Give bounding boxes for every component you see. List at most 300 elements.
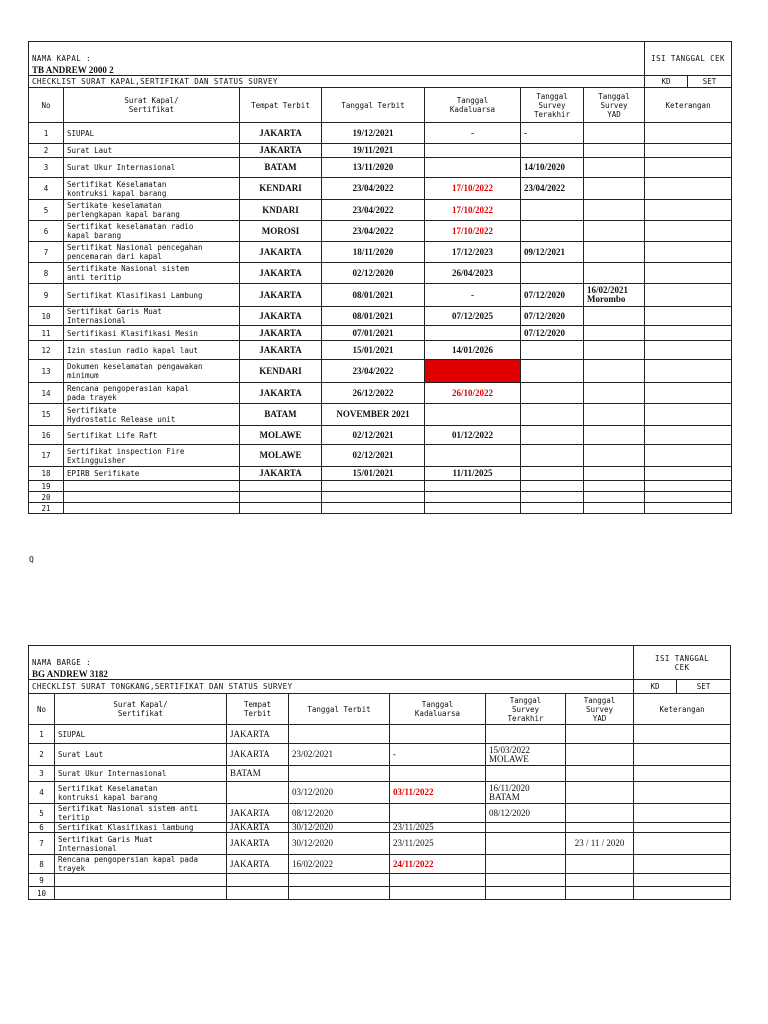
last-survey-date	[486, 725, 566, 744]
certificate-name	[55, 874, 227, 887]
issue-place: JAKARTA	[240, 467, 322, 481]
row-number: 15	[29, 404, 64, 426]
issue-date: 16/02/2022	[289, 855, 390, 874]
remarks	[645, 242, 732, 263]
next-survey-date	[566, 855, 634, 874]
expiry-date	[425, 326, 521, 341]
row-number: 8	[29, 855, 55, 874]
expiry-date: 23/11/2025	[390, 833, 486, 855]
issue-place: JAKARTA	[240, 144, 322, 158]
next-survey-date	[584, 242, 645, 263]
last-survey-date	[521, 383, 584, 404]
table-row	[29, 178, 732, 200]
issue-place: KENDARI	[240, 360, 322, 383]
issue-date	[322, 492, 425, 503]
issue-place: JAKARTA	[240, 263, 322, 284]
remarks	[645, 200, 732, 221]
last-survey-date	[521, 492, 584, 503]
issue-place: MOLAWE	[240, 426, 322, 445]
remarks	[634, 782, 731, 804]
row-number: 16	[29, 426, 64, 445]
row-number: 7	[29, 833, 55, 855]
issue-date: 03/12/2020	[289, 782, 390, 804]
check-date-header: ISI TANGGAL CEK	[645, 42, 732, 76]
table-row	[29, 360, 732, 383]
table-row	[29, 833, 731, 855]
row-number: 1	[29, 123, 64, 144]
row-number: 10	[29, 887, 55, 900]
next-survey-date	[584, 404, 645, 426]
checklist-title: CHECKLIST SURAT TONGKANG,SERTIFIKAT DAN STATUS SURVEY	[29, 680, 634, 694]
certificate-name: Sertifikate Nasional sistem anti teritip	[64, 263, 240, 284]
certificate-name: Sertifikat Klasifikasi Lambung	[64, 284, 240, 307]
issue-date: 30/12/2020	[289, 833, 390, 855]
row-number: 14	[29, 383, 64, 404]
last-survey-date: 16/11/2020 BATAM	[486, 782, 566, 804]
set-header: SET	[677, 680, 731, 694]
certificate-name: Surat Ukur Internasional	[55, 766, 227, 782]
row-number: 8	[29, 263, 64, 284]
issue-place	[240, 503, 322, 514]
table-row	[29, 123, 732, 144]
table-row	[29, 804, 731, 823]
ship-name-value: TB ANDREW 2000 2	[32, 65, 114, 75]
remarks	[634, 874, 731, 887]
issue-date	[289, 874, 390, 887]
issue-place	[227, 887, 289, 900]
issue-date	[322, 481, 425, 492]
remarks	[645, 123, 732, 144]
certificate-name: Sertifikat Nasional pencegahan pencemaran dari kapal	[64, 242, 240, 263]
expiry-date	[390, 887, 486, 900]
ship-name-cell	[29, 42, 645, 76]
barge-checklist-table	[28, 645, 731, 900]
row-number: 2	[29, 744, 55, 766]
next-survey-date: 16/02/2021 Morombo	[584, 284, 645, 307]
expiry-date: 17/10/2022	[425, 221, 521, 242]
remarks	[634, 766, 731, 782]
issue-place	[240, 492, 322, 503]
issue-date: 15/01/2021	[322, 341, 425, 360]
next-survey-date	[584, 360, 645, 383]
issue-place: JAKARTA	[240, 284, 322, 307]
expiry-date	[425, 445, 521, 467]
next-survey-date	[566, 744, 634, 766]
remarks	[645, 492, 732, 503]
issue-date	[289, 766, 390, 782]
remarks	[634, 823, 731, 833]
expiry-date: 17/10/2022	[425, 360, 521, 383]
issue-place: JAKARTA	[227, 855, 289, 874]
issue-place: MOROSI	[240, 221, 322, 242]
next-survey-date	[584, 426, 645, 445]
last-survey-date	[521, 144, 584, 158]
table-row	[29, 326, 732, 341]
certificate-name: Sertifikat Nasional sistem anti teritip	[55, 804, 227, 823]
check-date-header: ISI TANGGAL CEK	[634, 646, 731, 680]
last-survey-date	[521, 445, 584, 467]
row-number: 4	[29, 178, 64, 200]
expiry-date: 11/11/2025	[425, 467, 521, 481]
table-row	[29, 341, 732, 360]
col-next-survey-header: Tanggal Survey YAD	[584, 88, 645, 123]
remarks	[645, 341, 732, 360]
row-number: 10	[29, 307, 64, 326]
issue-date: 08/01/2021	[322, 284, 425, 307]
certificate-name	[64, 481, 240, 492]
certificate-name: Sertifikat inspection Fire Extingguisher	[64, 445, 240, 467]
last-survey-date	[486, 833, 566, 855]
certificate-name: SIUPAL	[64, 123, 240, 144]
issue-date: 15/01/2021	[322, 467, 425, 481]
remarks	[645, 383, 732, 404]
certificate-name: Sertifikate Hydrostatic Release unit	[64, 404, 240, 426]
table-row	[29, 503, 732, 514]
issue-place: JAKARTA	[240, 123, 322, 144]
last-survey-date	[486, 855, 566, 874]
next-survey-date	[566, 874, 634, 887]
remarks	[634, 744, 731, 766]
last-survey-date	[521, 481, 584, 492]
expiry-date	[390, 804, 486, 823]
row-number: 18	[29, 467, 64, 481]
issue-date: 02/12/2021	[322, 445, 425, 467]
next-survey-date	[584, 307, 645, 326]
certificate-name: Rencana pengopersian kapal pada trayek	[55, 855, 227, 874]
last-survey-date: 23/04/2022	[521, 178, 584, 200]
next-survey-date	[566, 804, 634, 823]
table-row	[29, 725, 731, 744]
issue-date: 23/04/2022	[322, 178, 425, 200]
issue-date	[322, 503, 425, 514]
barge-name-label: NAMA BARGE :	[32, 658, 91, 667]
issue-place: JAKARTA	[240, 242, 322, 263]
issue-place: JAKARTA	[240, 326, 322, 341]
expiry-date: 24/11/2022	[390, 855, 486, 874]
remarks	[645, 467, 732, 481]
next-survey-date	[584, 326, 645, 341]
last-survey-date	[486, 874, 566, 887]
certificate-name: Sertikate keselamatan perlengkapan kapal barang	[64, 200, 240, 221]
table-row	[29, 263, 732, 284]
certificate-name: Surat Laut	[55, 744, 227, 766]
table-row	[29, 383, 732, 404]
expiry-date	[425, 481, 521, 492]
issue-place: JAKARTA	[240, 307, 322, 326]
next-survey-date	[566, 823, 634, 833]
col-place-header: Tempat Terbit	[227, 694, 289, 725]
last-survey-date: 07/12/2020	[521, 307, 584, 326]
issue-place: JAKARTA	[227, 833, 289, 855]
remarks	[634, 804, 731, 823]
row-number: 6	[29, 823, 55, 833]
last-survey-date	[486, 766, 566, 782]
last-survey-date: -	[521, 123, 584, 144]
certificate-name: Sertifikasi Klasifikasi Mesin	[64, 326, 240, 341]
remarks	[634, 725, 731, 744]
next-survey-date	[584, 383, 645, 404]
row-number: 5	[29, 200, 64, 221]
expiry-date: 17/12/2023	[425, 242, 521, 263]
col-remarks-header: Keterangan	[645, 88, 732, 123]
row-number: 21	[29, 503, 64, 514]
row-number: 2	[29, 144, 64, 158]
col-next-survey-header: Tanggal Survey YAD	[566, 694, 634, 725]
col-expiry-header: Tanggal Kadaluarsa	[390, 694, 486, 725]
row-number: 6	[29, 221, 64, 242]
issue-date: 02/12/2020	[322, 263, 425, 284]
last-survey-date	[521, 404, 584, 426]
expiry-date: 07/12/2025	[425, 307, 521, 326]
issue-date: 23/02/2021	[289, 744, 390, 766]
issue-place: JAKARTA	[240, 383, 322, 404]
col-no-header: No	[29, 694, 55, 725]
remarks	[634, 833, 731, 855]
remarks	[645, 503, 732, 514]
row-number: 9	[29, 874, 55, 887]
remarks	[645, 307, 732, 326]
expiry-date	[425, 492, 521, 503]
issue-date: 30/12/2020	[289, 823, 390, 833]
row-number: 11	[29, 326, 64, 341]
issue-place: JAKARTA	[227, 823, 289, 833]
next-survey-date	[566, 782, 634, 804]
col-no-header: No	[29, 88, 64, 123]
table-row	[29, 404, 732, 426]
table-row	[29, 144, 732, 158]
issue-place	[227, 874, 289, 887]
last-survey-date	[521, 263, 584, 284]
table-row	[29, 426, 732, 445]
issue-place: BATAM	[227, 766, 289, 782]
next-survey-date	[584, 144, 645, 158]
col-last-survey-header: Tanggal Survey Terakhir	[486, 694, 566, 725]
ship-name-label: NAMA KAPAL :	[32, 54, 91, 63]
expiry-date	[425, 144, 521, 158]
expiry-date	[390, 874, 486, 887]
last-survey-date	[486, 823, 566, 833]
last-survey-date	[486, 887, 566, 900]
certificate-name: SIUPAL	[55, 725, 227, 744]
next-survey-date	[566, 725, 634, 744]
next-survey-date	[584, 492, 645, 503]
table-row	[29, 492, 732, 503]
next-survey-date	[584, 221, 645, 242]
row-number: 20	[29, 492, 64, 503]
row-number: 13	[29, 360, 64, 383]
kd-header: KD	[634, 680, 677, 694]
expiry-date: 01/12/2022	[425, 426, 521, 445]
table-row	[29, 221, 732, 242]
remarks	[645, 221, 732, 242]
table-row	[29, 887, 731, 900]
remarks	[645, 360, 732, 383]
certificate-name	[55, 887, 227, 900]
certificate-name: Izin stasiun radio kapal laut	[64, 341, 240, 360]
next-survey-date	[584, 200, 645, 221]
remarks	[645, 426, 732, 445]
certificate-name: Sertifikat Keselamatan kontruksi kapal barang	[64, 178, 240, 200]
issue-place: MOLAWE	[240, 445, 322, 467]
row-number: 7	[29, 242, 64, 263]
col-certificate-header: Surat Kapal/ Sertifikat	[55, 694, 227, 725]
expiry-date: 17/10/2022	[425, 200, 521, 221]
q-mark: Q	[29, 555, 34, 564]
barge-name-value: BG ANDREW 3182	[32, 669, 108, 679]
certificate-name: Sertifikat Garis Muat Internasional	[55, 833, 227, 855]
certificate-name: Surat Laut	[64, 144, 240, 158]
issue-date: NOVEMBER 2021	[322, 404, 425, 426]
issue-date: 18/11/2020	[322, 242, 425, 263]
issue-place: JAKARTA	[227, 804, 289, 823]
next-survey-date	[584, 341, 645, 360]
row-number: 17	[29, 445, 64, 467]
table-row	[29, 284, 732, 307]
certificate-name: Rencana pengoperasian kapal pada trayek	[64, 383, 240, 404]
next-survey-date	[566, 887, 634, 900]
certificate-name: Surat Ukur Internasional	[64, 158, 240, 178]
col-place-header: Tempat Terbit	[240, 88, 322, 123]
certificate-name: Dokumen keselamatan pengawakan minimum	[64, 360, 240, 383]
issue-date: 19/11/2021	[322, 144, 425, 158]
row-number: 3	[29, 158, 64, 178]
last-survey-date: 07/12/2020	[521, 326, 584, 341]
last-survey-date: 09/12/2021	[521, 242, 584, 263]
issue-place: KNDARI	[240, 200, 322, 221]
last-survey-date: 07/12/2020	[521, 284, 584, 307]
table-row	[29, 481, 732, 492]
table-row	[29, 766, 731, 782]
issue-place: JAKARTA	[227, 725, 289, 744]
issue-date: 23/04/2022	[322, 360, 425, 383]
next-survey-date	[584, 263, 645, 284]
last-survey-date	[521, 200, 584, 221]
next-survey-date	[584, 467, 645, 481]
remarks	[645, 158, 732, 178]
certificate-name: Sertifikat Keselamatan kontruksi kapal barang	[55, 782, 227, 804]
certificate-name: Sertifikat keselamatan radio kapal barang	[64, 221, 240, 242]
expiry-date: 03/11/2022	[390, 782, 486, 804]
row-number: 19	[29, 481, 64, 492]
last-survey-date: 14/10/2020	[521, 158, 584, 178]
expiry-date: -	[390, 744, 486, 766]
issue-date: 07/01/2021	[322, 326, 425, 341]
last-survey-date: 08/12/2020	[486, 804, 566, 823]
ship-checklist-table	[28, 41, 732, 514]
expiry-date: 26/10/2022	[425, 383, 521, 404]
table-row	[29, 307, 732, 326]
issue-place: KENDARI	[240, 178, 322, 200]
certificate-name: Sertifikat Garis Muat Internasional	[64, 307, 240, 326]
certificate-name: Sertifikat Life Raft	[64, 426, 240, 445]
expiry-date	[425, 404, 521, 426]
row-number: 9	[29, 284, 64, 307]
issue-date: 13/11/2020	[322, 158, 425, 178]
col-remarks-header: Keterangan	[634, 694, 731, 725]
expiry-date: 26/04/2023	[425, 263, 521, 284]
checklist-title: CHECKLIST SURAT KAPAL,SERTIFIKAT DAN STATUS SURVEY	[29, 76, 645, 88]
issue-place: JAKARTA	[227, 744, 289, 766]
issue-date: 23/04/2022	[322, 221, 425, 242]
next-survey-date	[584, 158, 645, 178]
issue-place	[227, 782, 289, 804]
expiry-date: 17/10/2022	[425, 178, 521, 200]
last-survey-date: 15/03/2022 MOLAWE	[486, 744, 566, 766]
issue-place: BATAM	[240, 404, 322, 426]
certificate-name	[64, 492, 240, 503]
next-survey-date	[566, 766, 634, 782]
remarks	[645, 178, 732, 200]
issue-date: 19/12/2021	[322, 123, 425, 144]
remarks	[645, 481, 732, 492]
certificate-name	[64, 503, 240, 514]
table-row	[29, 200, 732, 221]
remarks	[634, 855, 731, 874]
table-row	[29, 855, 731, 874]
issue-date	[289, 887, 390, 900]
row-number: 3	[29, 766, 55, 782]
col-certificate-header: Surat Kapal/ Sertifikat	[64, 88, 240, 123]
table-row	[29, 874, 731, 887]
expiry-date	[425, 503, 521, 514]
table-row	[29, 744, 731, 766]
remarks	[645, 144, 732, 158]
issue-date: 26/12/2022	[322, 383, 425, 404]
next-survey-date	[584, 503, 645, 514]
next-survey-date: 23 / 11 / 2020	[566, 833, 634, 855]
expiry-date	[390, 725, 486, 744]
table-row	[29, 782, 731, 804]
expiry-date	[425, 158, 521, 178]
expiry-date	[390, 766, 486, 782]
remarks	[645, 284, 732, 307]
col-issue-date-header: Tanggal Terbit	[322, 88, 425, 123]
next-survey-date	[584, 481, 645, 492]
expiry-date: 23/11/2025	[390, 823, 486, 833]
expiry-date: -	[425, 123, 521, 144]
expiry-date: 14/01/2026	[425, 341, 521, 360]
barge-name-cell	[29, 646, 634, 680]
remarks	[645, 326, 732, 341]
issue-date: 23/04/2022	[322, 200, 425, 221]
issue-date: 02/12/2021	[322, 426, 425, 445]
table-row	[29, 242, 732, 263]
remarks	[634, 887, 731, 900]
next-survey-date	[584, 445, 645, 467]
certificate-name: Sertifikat Klasifikasi lambung	[55, 823, 227, 833]
row-number: 12	[29, 341, 64, 360]
next-survey-date	[584, 178, 645, 200]
issue-date: 08/01/2021	[322, 307, 425, 326]
col-issue-date-header: Tanggal Terbit	[289, 694, 390, 725]
certificate-name: EPIRB Serifikate	[64, 467, 240, 481]
issue-place: JAKARTA	[240, 341, 322, 360]
row-number: 4	[29, 782, 55, 804]
remarks	[645, 263, 732, 284]
last-survey-date	[521, 221, 584, 242]
expiry-date: -	[425, 284, 521, 307]
issue-place: BATAM	[240, 158, 322, 178]
next-survey-date	[584, 123, 645, 144]
remarks	[645, 404, 732, 426]
table-row	[29, 158, 732, 178]
table-row	[29, 445, 732, 467]
last-survey-date	[521, 426, 584, 445]
remarks	[645, 445, 732, 467]
kd-header: KD	[645, 76, 688, 88]
last-survey-date	[521, 360, 584, 383]
col-last-survey-header: Tanggal Survey Terakhir	[521, 88, 584, 123]
